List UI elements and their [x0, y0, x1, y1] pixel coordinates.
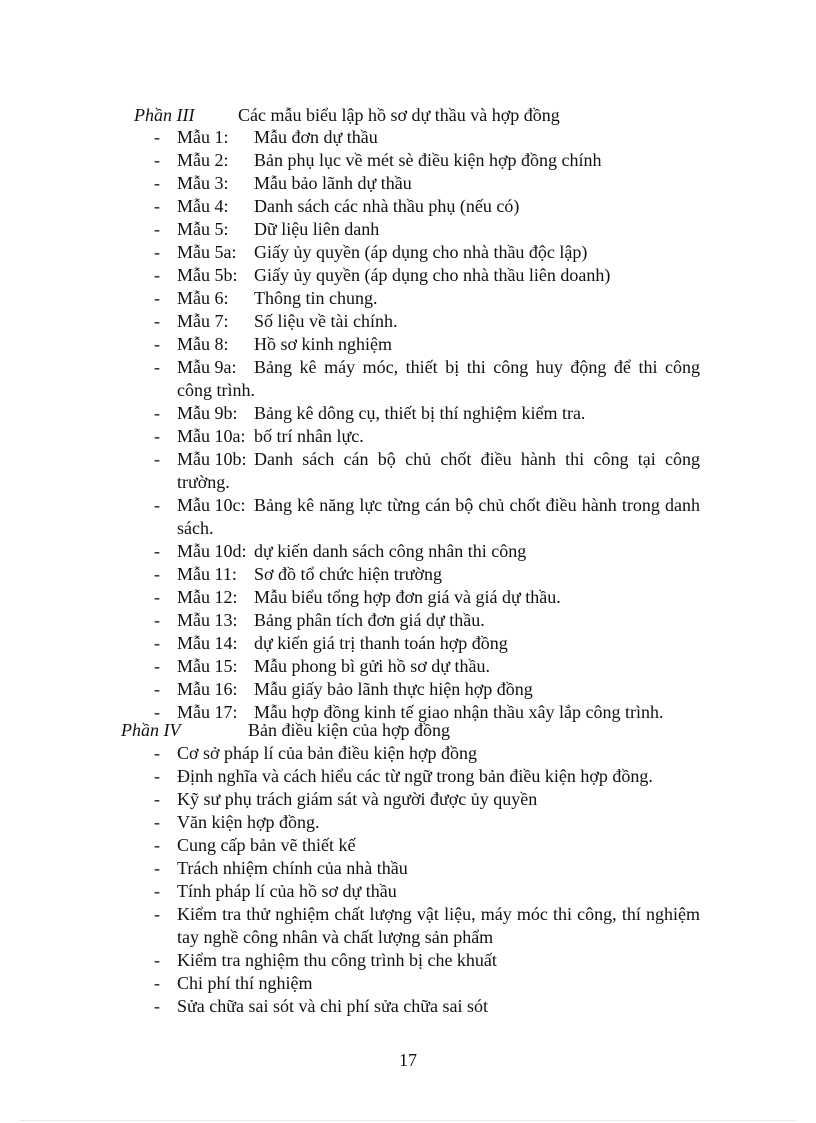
- bullet-dash: -: [154, 403, 160, 423]
- form-code: Mẫu 1:: [177, 127, 229, 147]
- condition-list-item: [152, 995, 700, 1018]
- bullet-dash: -: [154, 334, 160, 354]
- bullet-dash: -: [154, 449, 160, 469]
- form-description: Mẫu hợp đồng kinh tế giao nhận thầu xây lắp công trình.: [254, 702, 664, 722]
- bullet-dash: -: [154, 495, 160, 515]
- bullet-dash: -: [154, 702, 160, 722]
- form-code: Mẫu 9b:: [177, 403, 238, 423]
- condition-list-item: [152, 949, 700, 972]
- form-description: Mẫu phong bì gửi hồ sơ dự thầu.: [254, 656, 491, 676]
- part-iii-heading: [134, 104, 560, 126]
- form-code: Mẫu 4:: [177, 196, 229, 216]
- bullet-dash: -: [154, 656, 160, 676]
- bullet-dash: -: [154, 541, 160, 561]
- bullet-dash: -: [154, 904, 160, 924]
- bullet-dash: -: [154, 973, 160, 993]
- form-code: Mẫu 5a:: [177, 242, 237, 262]
- form-description: bố trí nhân lực.: [254, 426, 364, 446]
- bullet-dash: -: [154, 766, 160, 786]
- condition-text: Tính pháp lí của hồ sơ dự thầu: [177, 881, 397, 901]
- form-list-item: [152, 241, 700, 264]
- part-iv-label: Phần IV: [121, 720, 181, 740]
- bullet-dash: -: [154, 835, 160, 855]
- condition-list-item: [152, 903, 700, 949]
- form-list-item: [152, 563, 700, 586]
- form-description: Hồ sơ kinh nghiệm: [254, 334, 393, 354]
- bullet-dash: -: [154, 357, 160, 377]
- form-code: Mẫu 10c:: [177, 495, 246, 515]
- bullet-dash: -: [154, 242, 160, 262]
- form-code: Mẫu 12:: [177, 587, 238, 607]
- form-list-item: [152, 609, 700, 632]
- form-description: Mẫu đơn dự thầu: [254, 127, 378, 147]
- form-code: Mẫu 10a:: [177, 426, 246, 446]
- form-list-item: [152, 310, 700, 333]
- part-iv-condition-list: [152, 742, 700, 1018]
- page-bottom-divider: [20, 1120, 796, 1121]
- bullet-dash: -: [154, 219, 160, 239]
- form-description: Danh sách cán bộ chủ chốt điều hành thi công tại công trường.: [177, 449, 700, 492]
- form-list-item: [152, 448, 700, 494]
- form-description: Danh sách các nhà thầu phụ (nếu có): [254, 196, 520, 216]
- form-list-item: [152, 632, 700, 655]
- bullet-dash: -: [154, 150, 160, 170]
- bullet-dash: -: [154, 288, 160, 308]
- form-list-item: [152, 149, 700, 172]
- bullet-dash: -: [154, 950, 160, 970]
- bullet-dash: -: [154, 881, 160, 901]
- condition-list-item: [152, 834, 700, 857]
- condition-text: Cơ sở pháp lí của bản điều kiện hợp đồng: [177, 743, 478, 763]
- form-description: Mẫu bảo lãnh dự thầu: [254, 173, 412, 193]
- form-list-item: [152, 264, 700, 287]
- form-code: Mẫu 17:: [177, 702, 238, 722]
- part-iii-title: Các mẫu biểu lập hồ sơ dự thầu và hợp đồng: [238, 105, 560, 125]
- form-code: Mẫu 7:: [177, 311, 229, 331]
- condition-list-item: [152, 880, 700, 903]
- form-code: Mẫu 5:: [177, 219, 229, 239]
- bullet-dash: -: [154, 789, 160, 809]
- form-description: dự kiến giá trị thanh toán hợp đồng: [254, 633, 508, 653]
- condition-list-item: [152, 972, 700, 995]
- condition-text: Cung cấp bản vẽ thiết kế: [177, 835, 356, 855]
- bullet-dash: -: [154, 610, 160, 630]
- condition-list-item: [152, 811, 700, 834]
- form-list-item: [152, 425, 700, 448]
- form-code: Mẫu 16:: [177, 679, 238, 699]
- bullet-dash: -: [154, 127, 160, 147]
- bullet-dash: -: [154, 679, 160, 699]
- condition-text: Chi phí thí nghiệm: [177, 973, 313, 993]
- form-description: Bản phụ lục về mét sè điều kiện hợp đồng chính: [254, 150, 602, 170]
- condition-text: Văn kiện hợp đồng.: [177, 812, 320, 832]
- form-description: Bảng kê năng lực từng cán bộ chủ chốt điều hành trong danh sách.: [177, 495, 700, 538]
- bullet-dash: -: [154, 633, 160, 653]
- condition-text: Kiểm tra nghiệm thu công trình bị che khuất: [177, 950, 497, 970]
- condition-text: Trách nhiệm chính của nhà thầu: [177, 858, 408, 878]
- condition-list-item: [152, 742, 700, 765]
- form-description: Thông tin chung.: [254, 288, 378, 308]
- form-list-item: [152, 356, 700, 402]
- form-code: Mẫu 3:: [177, 173, 229, 193]
- form-description: Bảng kê dông cụ, thiết bị thí nghiệm kiểm tra.: [254, 403, 586, 423]
- condition-list-item: [152, 788, 700, 811]
- part-iii-form-list: [152, 126, 700, 724]
- form-list-item: [152, 172, 700, 195]
- form-list-item: [152, 586, 700, 609]
- form-description: Giấy ủy quyền (áp dụng cho nhà thầu độc lập): [254, 242, 588, 262]
- form-code: Mẫu 9a:: [177, 357, 237, 377]
- form-list-item: [152, 494, 700, 540]
- form-code: Mẫu 2:: [177, 150, 229, 170]
- form-code: Mẫu 13:: [177, 610, 238, 630]
- bullet-dash: -: [154, 265, 160, 285]
- part-iv-heading: [121, 719, 450, 741]
- form-description: Bảng phân tích đơn giá dự thầu.: [254, 610, 485, 630]
- form-description: Bảng kê máy móc, thiết bị thi công huy động để thi công công trình.: [177, 357, 700, 400]
- bullet-dash: -: [154, 743, 160, 763]
- form-list-item: [152, 218, 700, 241]
- form-description: dự kiến danh sách công nhân thi công: [254, 541, 527, 561]
- bullet-dash: -: [154, 196, 160, 216]
- form-list-item: [152, 126, 700, 149]
- bullet-dash: -: [154, 311, 160, 331]
- form-description: Mẫu biểu tổng hợp đơn giá và giá dự thầu.: [254, 587, 561, 607]
- bullet-dash: -: [154, 564, 160, 584]
- condition-text: Kiểm tra thử nghiệm chất lượng vật liệu, máy móc thi công, thí nghiệm tay nghề công nhân và chất lượng sản phẩm: [177, 904, 700, 947]
- form-code: Mẫu 5b:: [177, 265, 238, 285]
- form-description: Mẫu giấy bảo lãnh thực hiện hợp đồng: [254, 679, 533, 699]
- condition-text: Kỹ sư phụ trách giám sát và người được ủy quyền: [177, 789, 538, 809]
- part-iii-label: Phần III: [134, 105, 195, 125]
- condition-text: Định nghĩa và cách hiểu các từ ngữ trong bản điều kiện hợp đồng.: [177, 766, 653, 786]
- condition-list-item: [152, 765, 700, 788]
- form-description: Số liệu về tài chính.: [254, 311, 398, 331]
- form-list-item: [152, 678, 700, 701]
- bullet-dash: -: [154, 426, 160, 446]
- form-code: Mẫu 10d:: [177, 541, 247, 561]
- form-code: Mẫu 8:: [177, 334, 229, 354]
- form-list-item: [152, 287, 700, 310]
- bullet-dash: -: [154, 996, 160, 1016]
- form-list-item: [152, 655, 700, 678]
- part-iv-title: Bản điều kiện của hợp đồng: [248, 720, 450, 740]
- form-list-item: [152, 333, 700, 356]
- form-list-item: [152, 402, 700, 425]
- form-code: Mẫu 11:: [177, 564, 237, 584]
- form-description: Giấy ủy quyền (áp dụng cho nhà thầu liên doanh): [254, 265, 611, 285]
- condition-list-item: [152, 857, 700, 880]
- bullet-dash: -: [154, 812, 160, 832]
- form-code: Mẫu 14:: [177, 633, 238, 653]
- bullet-dash: -: [154, 858, 160, 878]
- form-code: Mẫu 10b:: [177, 449, 247, 469]
- form-code: Mẫu 15:: [177, 656, 238, 676]
- form-list-item: [152, 540, 700, 563]
- form-description: Dữ liệu liên danh: [254, 219, 380, 239]
- page-number: 17: [399, 1050, 417, 1070]
- form-description: Sơ đồ tổ chức hiện trường: [254, 564, 443, 584]
- form-code: Mẫu 6:: [177, 288, 229, 308]
- condition-text: Sửa chữa sai sót và chi phí sửa chữa sai sót: [177, 996, 488, 1016]
- form-list-item: [152, 195, 700, 218]
- bullet-dash: -: [154, 587, 160, 607]
- bullet-dash: -: [154, 173, 160, 193]
